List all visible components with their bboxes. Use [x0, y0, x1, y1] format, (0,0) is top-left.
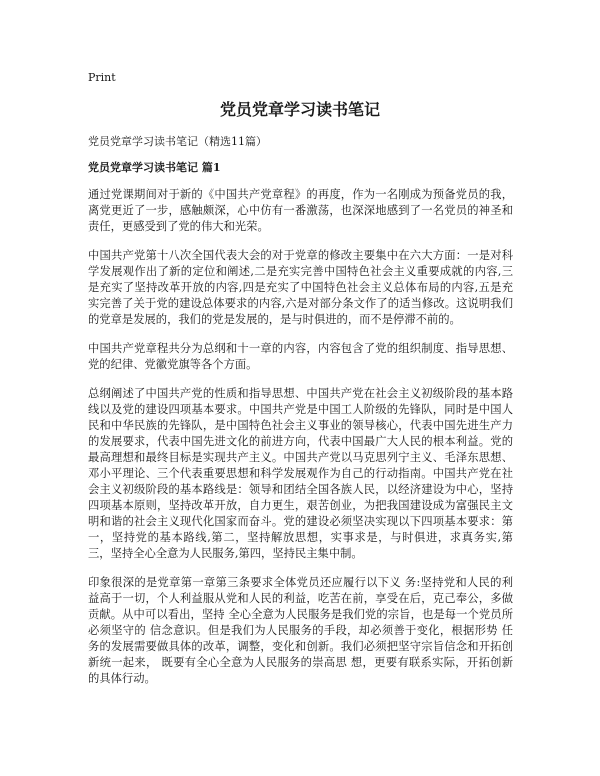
paragraph-2: 中国共产党第十八次全国代表大会的对于党章的修改主要集中在六大方面：一是对科学发展观作出了新的定位和阐述,二是充实完善中国特色社会主义重要成就的内容,三是充实了坚持改革开放的内容,四是充实了中国特色社会主义总体布局的内容,五是充实完善了关于党的建设总体要求的内容,六是对部分条文作了的适当修改。这说明我们的党章是发展的，我们的党是发展的，是与时俱进的，而不是停滞不前的。 — [88, 249, 513, 326]
paragraph-4: 总纲阐述了中国共产党的性质和指导思想、中国共产党在社会主义初级阶段的基本路线以及党的建设四项基本要求。中国共产党是中国工人阶级的先锋队，同时是中国人民和中华民族的先锋队，是中国特色社会主义事业的领导核心，代表中国先进生产力的发展要求，代表中国先进文化的前进方向，代表中国最广大人民的根本利益。党的最高理想和最终目标是实现共产主义。中国共产党以马克思列宁主义、毛泽东思想、邓小平理论、三个代表重要思想和科学发展观作为自己的行动指南。中国共产党在社会主义初级阶段的基本路线是：领导和团结全国各族人民，以经济建设为中心，坚持四项基本原则，坚持改革开放，自力更生，艰苦创业，为把我国建设成为富强民主文明和谐的社会主义现代化国家而奋斗。党的建设必须坚决实现以下四项基本要求：第一，坚持党的基本路线,第二，坚持解放思想，实事求是，与时俱进，求真务实,第三，坚持全心全意为人民服务,第四，坚持民主集中制。 — [88, 387, 513, 560]
paragraph-5: 印象很深的是党章第一章第三条要求全体党员还应履行以下义 务:坚持党和人民的利益高于一切，个人利益服从党和人民的利益，吃苦在前，享受在后，克己奉公，多做贡献。从中可以看出，坚持 全心全意为人民服务是我们党的宗旨，也是每一个党员所必须坚守的 信念意识。但是我们为人民服务的手段，却必须善于变化，根据形势 任务的发展需要做具体的改革，调整，变化和创新。我们必须把坚守宗旨信念和开拓创新统一起来， 既要有全心全意为人民服务的崇高思 想，更要有联系实际，开拓创新的具体行动。 — [88, 576, 513, 685]
document-title: 党员党章学习读书笔记 — [219, 100, 380, 119]
print-label: Print — [88, 71, 116, 84]
section-heading: 党员党章学习读书笔记 篇1 — [88, 161, 221, 174]
paragraph-1: 通过党课期间对于新的《中国共产党章程》的再度，作为一名刚成为预备党员的我，离党更近了一步，感触颇深，心中仿有一番激荡，也深深地感到了一名党员的神圣和责任，更感受到了党的伟大和光荣。 — [88, 188, 513, 233]
document-subtitle: 党员党章学习读书笔记（精选11篇） — [88, 135, 267, 148]
document-body — [88, 187, 513, 700]
paragraph-3: 中国共产党章程共分为总纲和十一章的内容，内容包含了党的组织制度、指导思想、党的纪律、党徽党旗等各个方面。 — [88, 342, 513, 371]
